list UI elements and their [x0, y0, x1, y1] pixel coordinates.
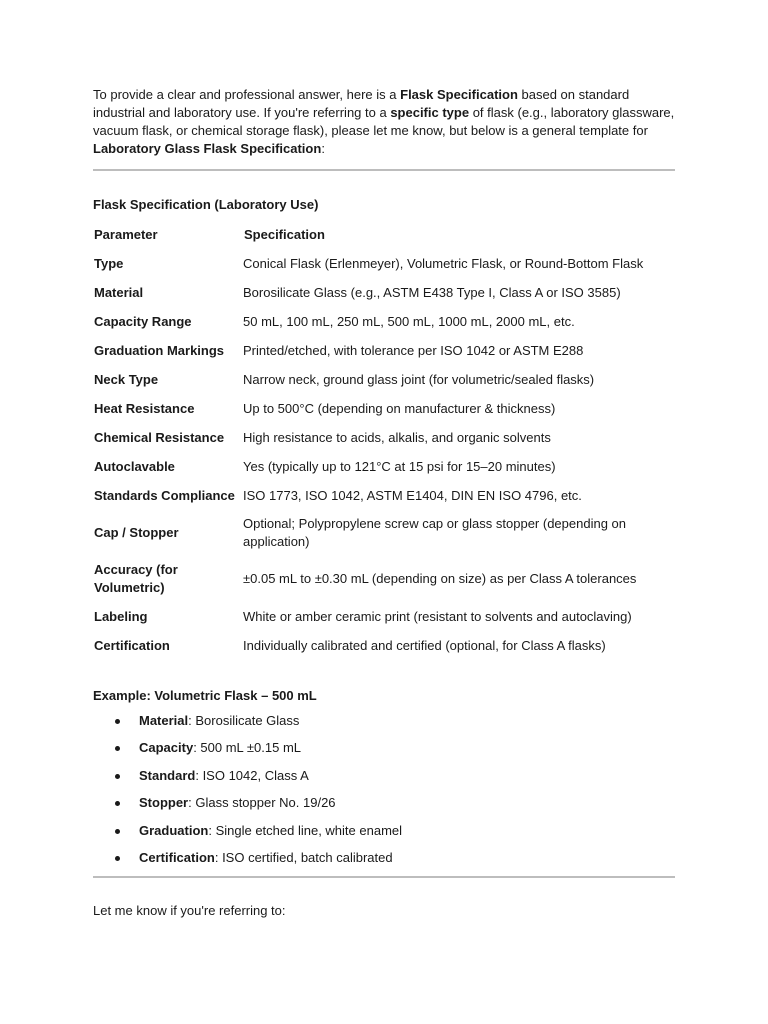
specification-cell: Conical Flask (Erlenmeyer), Volumetric Flask, or Round-Bottom Flask: [243, 255, 644, 271]
list-item: [93, 712, 675, 739]
table-row: [93, 394, 675, 423]
item-value: : Glass stopper No. 19/26: [188, 795, 336, 811]
specification-cell: Borosilicate Glass (e.g., ASTM E438 Type I, Class A or ISO 3585): [243, 284, 621, 300]
table-row: [93, 452, 675, 481]
item-value: : 500 mL ±0.15 mL: [193, 740, 302, 756]
parameter-cell: Autoclavable: [94, 458, 175, 474]
intro-bold-flask-specification: Flask Specification: [400, 87, 518, 102]
parameter-cell: Capacity Range: [94, 313, 192, 329]
parameter-cell: Labeling: [94, 608, 148, 624]
item-label: Stopper: [139, 795, 189, 811]
item-label: Graduation: [139, 822, 209, 838]
parameter-cell: Chemical Resistance: [94, 429, 225, 445]
specification-cell: Up to 500°C (depending on manufacturer & thickness): [243, 400, 556, 416]
column-header-parameter: Parameter: [94, 226, 158, 242]
table-row: [93, 631, 675, 660]
column-header-specification: Specification: [244, 226, 325, 242]
document-page: [93, 86, 675, 933]
example-bullet-list: [93, 712, 675, 876]
parameter-cell: Material: [94, 284, 144, 300]
list-item: [93, 739, 675, 766]
intro-text-1: To provide a clear and professional answer, here is a: [93, 87, 401, 102]
item-label: Standard: [139, 767, 196, 783]
item-label: Material: [139, 713, 189, 728]
specification-cell: Optional; Polypropylene screw cap or glass stopper (depending on application): [243, 516, 627, 549]
bullet-icon: [115, 746, 120, 751]
item-value: : ISO 1042, Class A: [195, 767, 309, 783]
table-row: [93, 423, 675, 452]
intro-text-2: based on standard industrial and laboratory use. If you're referring to a: [93, 87, 630, 120]
specification-cell: Individually calibrated and certified (optional, for Class A flasks): [243, 637, 606, 653]
item-value: : ISO certified, batch calibrated: [214, 849, 393, 865]
list-item: [93, 767, 675, 794]
intro-text-4: :: [321, 141, 325, 156]
closing-paragraph: Let me know if you're referring to:: [93, 903, 286, 919]
specification-cell: ±0.05 mL to ±0.30 mL (depending on size) as per Class A tolerances: [243, 571, 637, 586]
list-item: [93, 849, 675, 876]
example-heading: Example: Volumetric Flask – 500 mL: [93, 688, 317, 703]
table-row: [93, 307, 675, 336]
table-row: [93, 278, 675, 307]
table-row: [93, 249, 675, 278]
specification-cell: Printed/etched, with tolerance per ISO 1042 or ASTM E288: [243, 342, 584, 358]
intro-paragraph: [93, 86, 675, 158]
specification-cell: ISO 1773, ISO 1042, ASTM E1404, DIN EN ISO 4796, etc.: [243, 487, 582, 503]
item-value: : Single etched line, white enamel: [208, 822, 403, 838]
item-label: Capacity: [139, 740, 194, 756]
table-row: [93, 556, 675, 602]
parameter-cell: Standards Compliance: [94, 487, 235, 503]
horizontal-divider: [93, 169, 675, 171]
bullet-icon: [115, 856, 120, 861]
intro-bold-specific-type: specific type: [390, 105, 470, 120]
bullet-icon: [115, 774, 120, 779]
parameter-cell: Certification: [94, 637, 170, 653]
parameter-cell: Heat Resistance: [94, 400, 195, 416]
item-value: : Borosilicate Glass: [188, 713, 300, 728]
table-row: [93, 602, 675, 631]
list-item: [93, 794, 675, 821]
specification-cell: Yes (typically up to 121°C at 15 psi for 15–20 minutes): [243, 458, 556, 474]
spec-section-heading: Flask Specification (Laboratory Use): [93, 197, 319, 212]
specification-cell: High resistance to acids, alkalis, and organic solvents: [243, 429, 551, 445]
specification-cell: White or amber ceramic print (resistant to solvents and autoclaving): [243, 608, 632, 624]
table-row: [93, 336, 675, 365]
bullet-icon: [115, 801, 120, 806]
list-item: [93, 822, 675, 849]
table-header-row: [93, 220, 675, 249]
specification-cell: 50 mL, 100 mL, 250 mL, 500 mL, 1000 mL, 2000 mL, etc.: [243, 313, 575, 329]
intro-bold-lab-glass-spec: Laboratory Glass Flask Specification: [93, 141, 322, 156]
parameter-cell: Cap / Stopper: [94, 525, 179, 540]
parameter-cell: Accuracy (for Volumetric): [94, 562, 178, 595]
parameter-cell: Graduation Markings: [94, 342, 225, 358]
spec-table: [93, 220, 675, 660]
table-row: [93, 365, 675, 394]
intro-text-3: of flask (e.g., laboratory glassware, vacuum flask, or chemical storage flask), please let me know, but below is a general template for: [93, 105, 675, 138]
table-row: [93, 510, 675, 556]
specification-cell: Narrow neck, ground glass joint (for volumetric/sealed flasks): [243, 371, 595, 387]
table-row: [93, 481, 675, 510]
bullet-icon: [115, 829, 120, 834]
bullet-icon: [115, 719, 120, 724]
parameter-cell: Neck Type: [94, 371, 159, 387]
item-label: Certification: [139, 849, 215, 865]
parameter-cell: Type: [94, 255, 124, 271]
horizontal-divider: [93, 876, 675, 878]
